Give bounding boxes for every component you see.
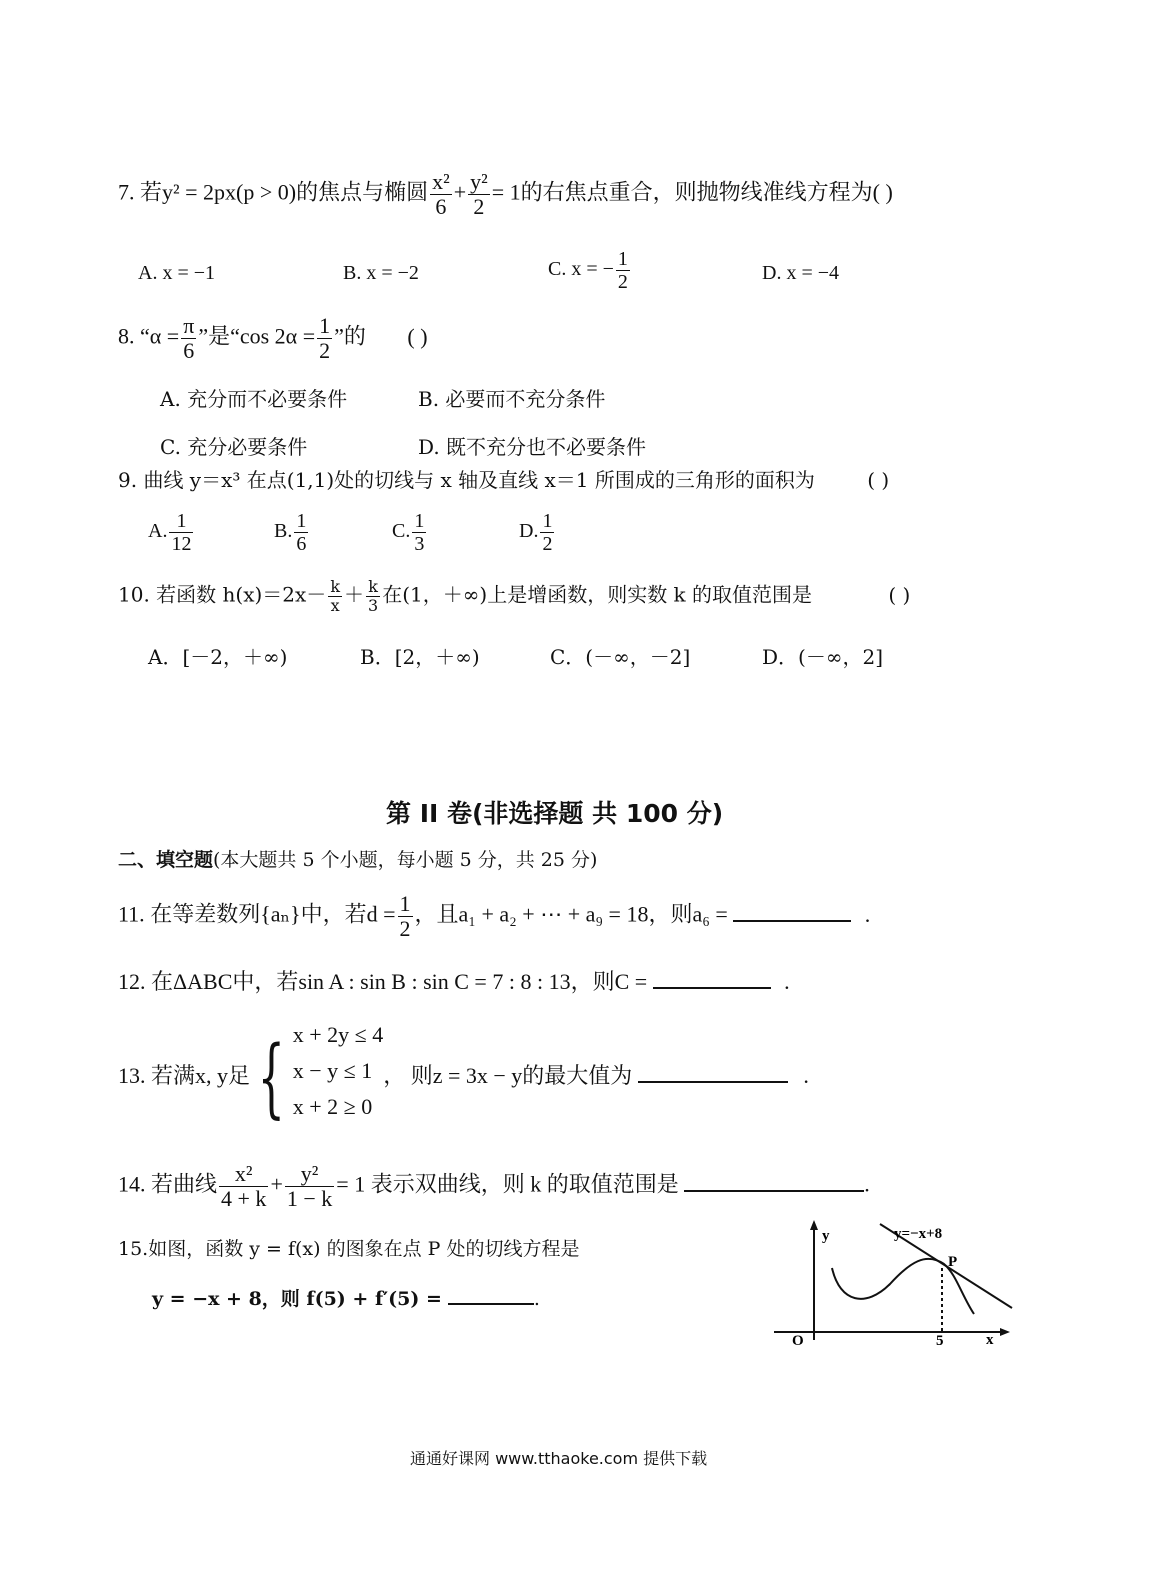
q9-option-b bbox=[274, 510, 310, 555]
q10-prefix: 若函数 h(x)＝2x－ bbox=[156, 582, 327, 607]
q13-answer-blank[interactable] bbox=[638, 1080, 788, 1083]
q14-fraction-x bbox=[219, 1162, 268, 1211]
q11-d-eq: d = bbox=[366, 901, 396, 927]
q9-option-b-prefix: B. bbox=[274, 520, 293, 543]
q13-constraint-1: x + 2y ≤ 4 bbox=[292, 1022, 384, 1047]
part-heading bbox=[118, 851, 597, 870]
q13-post: ， 则z = 3x − y的最大值为 bbox=[383, 1063, 633, 1089]
fraction-denominator: 6 bbox=[296, 533, 307, 555]
fraction-denominator: 2 bbox=[542, 533, 553, 555]
question-7 bbox=[118, 170, 893, 219]
fraction-numerator: y² bbox=[470, 169, 488, 194]
q7-option-c-fraction bbox=[616, 248, 630, 293]
q9-option-a-fraction bbox=[169, 510, 193, 555]
q8-answer-paren: ( ) bbox=[407, 323, 428, 349]
q8-option-d: D. 既不充分也不必要条件 bbox=[418, 435, 647, 459]
fraction-denominator: 2 bbox=[617, 271, 628, 293]
fraction-numerator: k bbox=[366, 578, 380, 597]
fraction-denominator: 3 bbox=[368, 595, 379, 615]
fraction-numerator: 1 bbox=[414, 510, 425, 532]
q10-option-a: A．[－2，＋∞) bbox=[148, 645, 288, 669]
fraction-numerator: 1 bbox=[319, 313, 331, 338]
q11-prefix: 在等差数列{aₙ}中，若 bbox=[150, 901, 367, 927]
fraction-denominator: 2 bbox=[399, 916, 411, 942]
q7-parabola-equation: y² = 2px(p > 0) bbox=[162, 179, 297, 205]
question-9 bbox=[118, 470, 889, 490]
section-title: 第 II 卷(非选择题 共 100 分) bbox=[386, 799, 724, 828]
fraction-denominator: 6 bbox=[435, 194, 447, 220]
q9-option-c bbox=[392, 510, 428, 555]
q13-constraint-2: x − y ≤ 1 bbox=[292, 1058, 373, 1083]
q10-answer-paren: ( ) bbox=[888, 582, 911, 607]
figure-y-label: y bbox=[822, 1228, 830, 1244]
figure-x-arrow bbox=[1000, 1328, 1010, 1336]
q8-option-c: C. 充分必要条件 bbox=[160, 435, 308, 459]
q12-text: 在ΔABC中，若sin A : sin B : sin C = 7 : 8 : 13，则C = bbox=[151, 969, 648, 994]
figure-tangent-label: y=−x+8 bbox=[894, 1226, 943, 1242]
q10-option-b: B．[2，＋∞) bbox=[360, 645, 480, 669]
fraction-denominator: x bbox=[330, 595, 340, 615]
fraction-denominator: 6 bbox=[183, 338, 195, 364]
question-15-line-2 bbox=[152, 1290, 540, 1309]
q7-equals-one: = 1 bbox=[491, 179, 521, 205]
q13-constraint-3: x + 2 ≥ 0 bbox=[292, 1094, 373, 1119]
question-8 bbox=[118, 314, 428, 363]
q8-number: 8. bbox=[118, 323, 135, 349]
question-12 bbox=[118, 971, 790, 993]
q9-option-a bbox=[148, 510, 195, 555]
fraction-numerator: 1 bbox=[296, 510, 307, 532]
q8-quote-mid: ”是“ bbox=[198, 323, 240, 349]
q8-option-b: B. 必要而不充分条件 bbox=[418, 387, 606, 411]
fraction-denominator: 2 bbox=[319, 338, 331, 364]
q14-end: . bbox=[864, 1171, 870, 1197]
q13-number: 13. bbox=[118, 1063, 146, 1089]
q9-text: 曲线 y＝x³ 在点(1,1)处的切线与 x 轴及直线 x＝1 所围成的三角形的面积为 bbox=[143, 468, 815, 492]
q8-quote-open: “ bbox=[140, 323, 150, 349]
fraction-numerator: 1 bbox=[399, 891, 411, 916]
q7-option-a: A. x = −1 bbox=[138, 262, 216, 284]
q15-line-1-text: 如图，函数 y = f(x) 的图象在点 P 处的切线方程是 bbox=[148, 1238, 580, 1260]
fraction-numerator: π bbox=[183, 313, 195, 338]
figure-point-label: P bbox=[948, 1254, 958, 1270]
q7-option-b: B. x = −2 bbox=[343, 262, 419, 284]
q8-half-fraction bbox=[317, 314, 332, 363]
q9-number: 9. bbox=[118, 468, 138, 492]
fraction-denominator: 2 bbox=[473, 194, 485, 220]
q10-option-d: D．(－∞，2] bbox=[762, 645, 884, 669]
q9-option-b-fraction bbox=[294, 510, 308, 555]
question-14 bbox=[118, 1162, 870, 1211]
q9-option-c-prefix: C. bbox=[392, 520, 411, 543]
q14-answer-blank[interactable] bbox=[684, 1189, 864, 1192]
q8-option-a: A. 充分而不必要条件 bbox=[160, 387, 348, 411]
q8-quote-close: ”的 bbox=[334, 323, 366, 349]
q15-figure bbox=[770, 1218, 1020, 1348]
q7-post-text: 的右焦点重合，则抛物线准线方程为 bbox=[520, 179, 873, 205]
q11-d-fraction bbox=[398, 892, 413, 941]
q11-answer-blank[interactable] bbox=[733, 919, 851, 922]
q7-prefix: 若 bbox=[140, 179, 163, 205]
q13-constraint-system bbox=[293, 1024, 383, 1132]
question-13 bbox=[118, 1024, 809, 1132]
fraction-numerator: y² bbox=[285, 1162, 334, 1187]
q13-prefix: 若满x, y足 bbox=[151, 1063, 251, 1089]
fraction-denominator: 1 − k bbox=[286, 1186, 333, 1212]
q9-option-a-prefix: A. bbox=[148, 520, 168, 543]
q10-option-c: C．(－∞，－2] bbox=[550, 645, 691, 669]
figure-y-arrow bbox=[810, 1220, 818, 1230]
q12-answer-blank[interactable] bbox=[653, 986, 771, 989]
question-10 bbox=[118, 578, 910, 614]
q7-plus: + bbox=[453, 179, 467, 205]
q9-option-d bbox=[519, 510, 556, 555]
question-11 bbox=[118, 892, 870, 941]
q8-cos-eq: cos 2α = bbox=[239, 323, 316, 349]
figure-x-label: x bbox=[986, 1332, 994, 1348]
fraction-denominator: 3 bbox=[414, 533, 425, 555]
q15-answer-blank[interactable] bbox=[448, 1302, 534, 1305]
q8-alpha-eq: α = bbox=[149, 323, 180, 349]
q10-post: 在(1，＋∞)上是增函数，则实数 k 的取值范围是 bbox=[382, 582, 813, 607]
q7-answer-paren: ( ) bbox=[872, 179, 893, 205]
q10-number: 10. bbox=[118, 582, 150, 607]
q15-line-2-text: y = −x + 8，则 f(5) + f′(5) = bbox=[152, 1288, 442, 1310]
question-15-line-1 bbox=[118, 1240, 579, 1259]
q7-ellipse-fraction-x bbox=[430, 170, 452, 219]
q11-post: ，且a₁ + a₂ + ⋯ + a₉ = 18，则a₆ = bbox=[414, 901, 728, 927]
q9-option-d-fraction bbox=[540, 510, 554, 555]
fraction-numerator: x² bbox=[432, 169, 450, 194]
q14-plus: + bbox=[270, 1171, 283, 1197]
q9-option-d-prefix: D. bbox=[519, 520, 539, 543]
q7-option-c-prefix: C. x = − bbox=[548, 258, 614, 281]
fraction-denominator: 12 bbox=[171, 533, 192, 555]
figure-origin-label: O bbox=[792, 1333, 804, 1348]
q14-prefix: 若曲线 bbox=[151, 1171, 218, 1197]
q13-end: . bbox=[803, 1063, 809, 1089]
q15-end: . bbox=[533, 1288, 540, 1310]
q12-number: 12. bbox=[118, 969, 146, 994]
q7-ellipse-fraction-y bbox=[468, 170, 490, 219]
q11-end: . bbox=[864, 901, 871, 927]
fraction-numerator: k bbox=[330, 577, 341, 596]
fraction-denominator: 4 + k bbox=[221, 1186, 267, 1212]
q10-plus: ＋ bbox=[344, 582, 365, 607]
part-heading-note: (本大题共 5 个小题，每小题 5 分，共 25 分) bbox=[213, 849, 598, 871]
figure-x-tick-label: 5 bbox=[936, 1333, 944, 1348]
page-footer: 通通好课网 www.tthaoke.com 提供下载 bbox=[410, 1449, 708, 1468]
q7-option-d: D. x = −4 bbox=[762, 262, 840, 284]
part-heading-label: 二、填空题 bbox=[118, 849, 214, 871]
q7-mid-text: 的焦点与椭圆 bbox=[296, 179, 429, 205]
q11-number: 11. bbox=[118, 901, 145, 927]
fraction-numerator: 1 bbox=[617, 248, 628, 270]
fraction-numerator: 1 bbox=[542, 510, 553, 532]
q7-option-c bbox=[548, 248, 632, 293]
q7-number: 7. bbox=[118, 179, 135, 205]
q14-post: = 1 表示双曲线，则 k 的取值范围是 bbox=[336, 1171, 679, 1197]
q10-fraction-k-3 bbox=[366, 578, 380, 614]
fraction-numerator: x² bbox=[219, 1162, 268, 1187]
q10-fraction-k-x bbox=[328, 578, 342, 614]
q13-brace: { bbox=[257, 1028, 286, 1128]
q14-fraction-y bbox=[285, 1162, 334, 1211]
q15-number: 15. bbox=[118, 1238, 149, 1260]
q8-pi-fraction bbox=[181, 314, 196, 363]
fraction-numerator: 1 bbox=[169, 510, 193, 533]
q14-number: 14. bbox=[118, 1171, 146, 1197]
q9-answer-paren: ( ) bbox=[867, 468, 890, 492]
q12-end: . bbox=[784, 969, 790, 994]
q9-option-c-fraction bbox=[412, 510, 426, 555]
